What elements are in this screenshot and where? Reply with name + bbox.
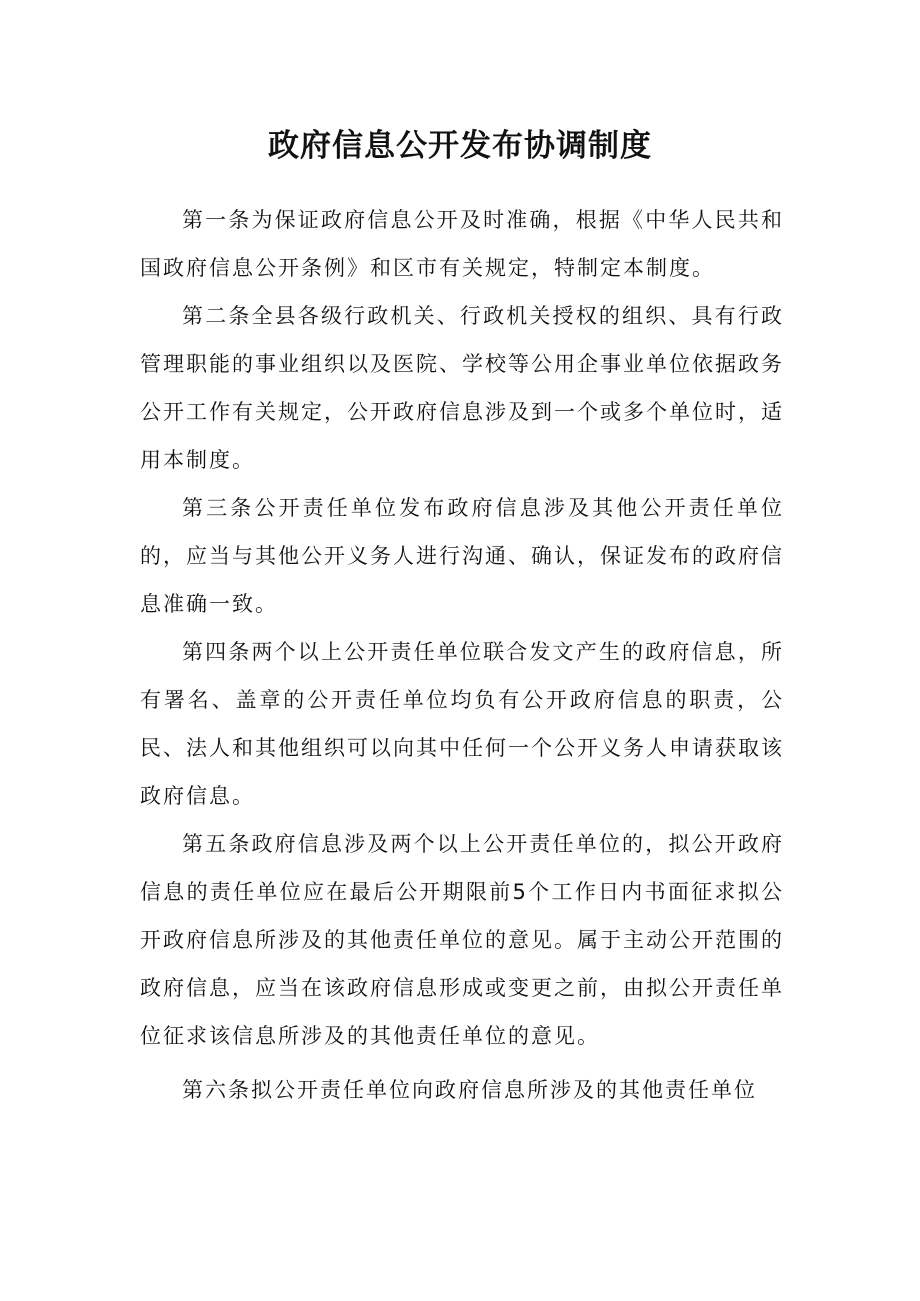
article-1-paragraph: 第一条为保证政府信息公开及时准确，根据《中华人民共和国政府信息公开条例》和区市有关规定，特制定本制度。 bbox=[140, 208, 784, 280]
article-5-paragraph: 第五条政府信息涉及两个以上公开责任单位的，拟公开政府信息的责任单位应在最后公开期限前5个工作日内书面征求拟公开政府信息所涉及的其他责任单位的意见。属于主动公开范围的政府信息，应当在该政府信息形成或变更之前，由拟公开责任单位征求该信息所涉及的其他责任单位的意见。 bbox=[140, 832, 784, 1048]
article-6-paragraph: 第六条拟公开责任单位向政府信息所涉及的其他责任单位 bbox=[182, 1078, 757, 1102]
article-2-paragraph: 第二条全县各级行政机关、行政机关授权的组织、具有行政管理职能的事业组织以及医院、学校等公用企事业单位依据政务公开工作有关规定，公开政府信息涉及到一个或多个单位时，适用本制度。 bbox=[140, 304, 784, 472]
document-title: 政府信息公开发布协调制度 bbox=[268, 128, 652, 164]
article-4-paragraph: 第四条两个以上公开责任单位联合发文产生的政府信息，所有署名、盖章的公开责任单位均负有公开政府信息的职责，公民、法人和其他组织可以向其中任何一个公开义务人申请获取该政府信息。 bbox=[140, 640, 784, 808]
document-body bbox=[140, 196, 784, 1114]
article-3-paragraph: 第三条公开责任单位发布政府信息涉及其他公开责任单位的，应当与其他公开义务人进行沟通、确认，保证发布的政府信息准确一致。 bbox=[140, 496, 784, 616]
